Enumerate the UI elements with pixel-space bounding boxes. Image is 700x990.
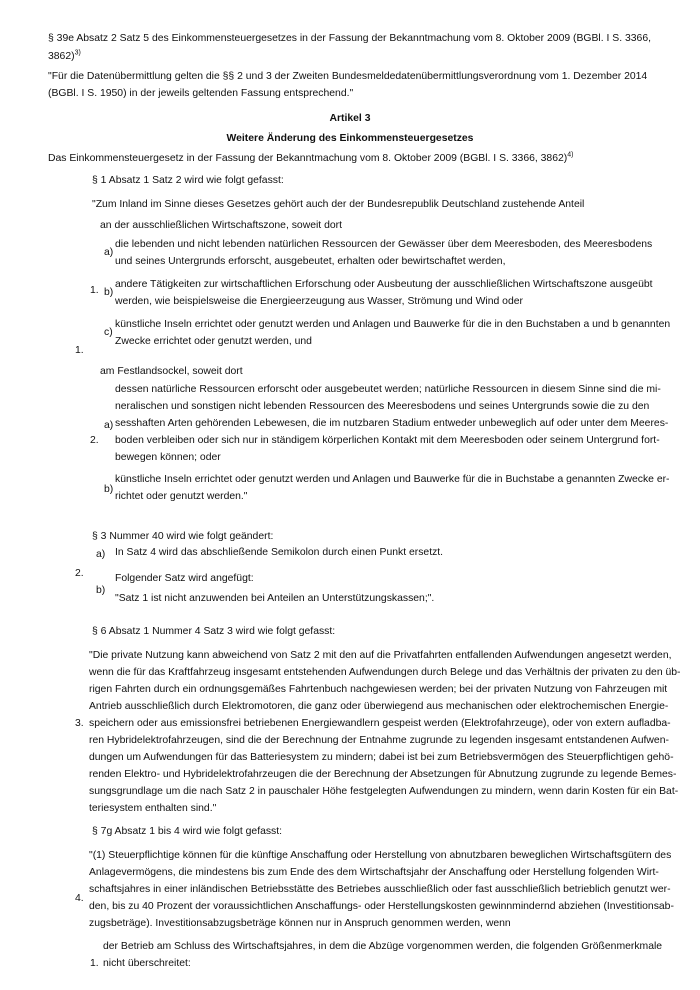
item2-heading: § 3 Nummer 40 wird wie folgt geändert:: [92, 531, 274, 542]
item2-number: 2.: [75, 568, 84, 579]
article-subtitle: Weitere Änderung des Einkommensteuergesetzes: [226, 133, 474, 144]
item1-sub2-b-marker: b): [104, 484, 114, 495]
item2-b-marker: b): [96, 585, 106, 596]
item2-b-line1: Folgender Satz wird angefügt:: [115, 573, 254, 584]
item3-number: 3.: [75, 718, 84, 729]
item3-line: ren Hybridelektrofahrzeugen, sind die der Berechnung der Entnahme zugrunde zu legenden insgesamt entstandenen Aufwen-: [89, 735, 669, 746]
item3-line: wenn die für das Kraftfahrzeug insgesamt entstehenden Aufwendungen durch Belege und das Verhältnis der privaten zu den üb-: [89, 667, 681, 678]
item1-sub1-c-marker: c): [104, 327, 113, 338]
item1-sub1-a-line2: und seines Untergrunds erforscht, ausgebeutet, erhalten oder bewirtschaftet werden,: [115, 256, 506, 267]
item3-line: dungen um Aufwendungen für das Batteriesystem zu mindern; dabei ist bei zum Betriebsvermögen des Steuerpflichtigen gehö-: [89, 752, 674, 763]
item4-line: Anlagevermögens, die mindestens bis zum Ende des dem Wirtschaftsjahr der Anschaffung oder Herstellung folgenden Wirt-: [89, 867, 659, 878]
intro-quote-2: (BGBl. I S. 1950) in der jeweils geltenden Fassung entsprechend.": [48, 88, 354, 99]
item1-sub2-a-line2: neralischen und sonstigen nicht lebenden Ressourcen des Meeresbodens und seines Untergrunds sowie die zu den: [115, 401, 650, 412]
item3-line: Antrieb ausschließlich durch Elektromotoren, die ganz oder überwiegend aus mechanischen oder elektrochemischen Energie-: [89, 701, 669, 712]
footnote-ref: 4): [567, 151, 574, 159]
item1-sub2-b-line2: richtet oder genutzt werden.": [115, 491, 248, 502]
item1-sub2-a-line4: boden verbleiben oder sich nur in ständigem körperlichen Kontakt mit dem Meeresboden oder seinem Untergrund fort-: [115, 435, 660, 446]
item4-line: "(1) Steuerpflichtige können für die künftige Anschaffung oder Herstellung von abnutzbaren beweglichen Wirtschaftsgütern des: [89, 850, 672, 861]
item2-b-line2: "Satz 1 ist nicht anzuwenden bei Anteilen an Unterstützungskassen;".: [115, 593, 435, 604]
item3-line: "Die private Nutzung kann abweichend von Satz 2 mit den auf die Privatfahrten entfallenden Aufwendungen angesetzt werden,: [89, 650, 672, 661]
footnote-ref: 3): [74, 49, 81, 57]
item4-line: schaftsjahres in einer inländischen Betriebsstätte des Betriebes ausschließlich oder fast ausschließlich betrieblich genutzt wer-: [89, 884, 671, 895]
item1-sub1-a-marker: a): [104, 247, 114, 258]
intro-quote-1: "Für die Datenübermittlung gelten die §§ 2 und 3 der Zweiten Bundesmeldedatenübermittlungsverordnung vom 1. Dezember 2014: [48, 71, 648, 82]
item1-heading: § 1 Absatz 1 Satz 2 wird wie folgt gefasst:: [92, 175, 284, 186]
item1-quote: "Zum Inland im Sinne dieses Gesetzes gehört auch der der Bundesrepublik Deutschland zustehende Anteil: [92, 199, 585, 210]
item1-sub2-a-line5: bewegen können; oder: [115, 452, 221, 463]
item3-line: speichern oder aus emissionsfrei betriebenen Energiewandlern gespeist werden (Elektrofahrzeuge), oder von extern aufladba-: [89, 718, 671, 729]
item4-sub1-line1: der Betrieb am Schluss des Wirtschaftsjahres, in dem die Abzüge vorgenommen werden, die folgenden Größenmerkmale: [103, 941, 663, 952]
item3-line: sungsgrundlage um die nach Satz 2 in pauschaler Höhe festgelegten Aufwendungen zu mindern, wenn darin Kosten für ein Bat-: [89, 786, 679, 797]
item4-sub1-number: 1.: [90, 958, 99, 969]
item3-line: rigen Fahrten durch ein ordnungsgemäßes Fahrtenbuch nachgewiesen werden; bei der privaten Nutzung von Fahrzeugen mit: [89, 684, 668, 695]
item1-number: 1.: [75, 345, 84, 356]
item3-line: renden Elektro- und Hybridelektrofahrzeugen die der Berechnung der Absetzungen für Abnutzung zugrunde zu legende Bemes-: [89, 769, 677, 780]
item1-sub2-heading: am Festlandsockel, soweit dort: [100, 366, 243, 377]
item1-sub2-a-marker: a): [104, 420, 114, 431]
article-title: Artikel 3: [329, 113, 371, 124]
item1-sub1-c-line1: künstliche Inseln errichtet oder genutzt werden und Anlagen und Bauwerke für die in den Buchstaben a und b genannten: [115, 319, 671, 330]
item4-line: den, bis zu 40 Prozent der voraussichtlichen Anschaffungs- oder Herstellungskosten gewinnmindernd abziehen (Investitionsab-: [89, 901, 674, 912]
item1-sub2-a-line1: dessen natürliche Ressourcen erforscht oder ausgebeutet werden; natürliche Ressourcen in diesem Sinne sind die mi-: [115, 384, 661, 395]
item4-number: 4.: [75, 893, 84, 904]
intro-line-2: 3862)$^{3)}$: [48, 49, 81, 62]
item1-sub1-number: 1.: [90, 285, 99, 296]
article-lead: Das Einkommensteuergesetz in der Fassung der Bekanntmachung vom 8. Oktober 2009 (BGBl. I S. 3366, 3862)$^{4)}$: [48, 151, 574, 164]
item1-sub1-b-marker: b): [104, 287, 114, 298]
item1-sub1-heading: an der ausschließlichen Wirtschaftszone, soweit dort: [100, 220, 342, 231]
item1-sub2-number: 2.: [90, 435, 99, 446]
item2-a-text: In Satz 4 wird das abschließende Semikolon durch einen Punkt ersetzt.: [115, 547, 444, 558]
item1-sub1-b-line1: andere Tätigkeiten zur wirtschaftlichen Erforschung oder Ausbeutung der ausschließlichen Wirtschaftszone ausgeübt: [115, 279, 653, 290]
item1-sub1-b-line2: werden, wie beispielsweise die Energieerzeugung aus Wasser, Strömung und Wind oder: [115, 296, 523, 307]
item4-line: zugsbeträge). Investitionsabzugsbeträge können nur in Anspruch genommen werden, wenn: [89, 918, 511, 929]
item4-sub1-line2: nicht überschreitet:: [103, 958, 191, 969]
intro-line-1: § 39e Absatz 2 Satz 5 des Einkommensteuergesetzes in der Fassung der Bekanntmachung vom 8. Oktober 2009 (BGBl. I S. 3366,: [48, 33, 651, 44]
item1-sub1-a-line1: die lebenden und nicht lebenden natürlichen Ressourcen der Gewässer über dem Meeresboden, des Meeresbodens: [115, 239, 653, 250]
item3-heading: § 6 Absatz 1 Nummer 4 Satz 3 wird wie folgt gefasst:: [92, 626, 336, 637]
item1-sub2-b-line1: künstliche Inseln errichtet oder genutzt werden und Anlagen und Bauwerke für die in Buchstabe a genannten Zwecke er-: [115, 474, 670, 485]
item4-heading: § 7g Absatz 1 bis 4 wird wie folgt gefasst:: [92, 826, 283, 837]
item1-sub2-a-line3: sesshaften Arten gehörenden Lebewesen, die im nutzbaren Stadium entweder unbeweglich auf oder unter dem Meeres-: [115, 418, 669, 429]
item2-a-marker: a): [96, 549, 106, 560]
item3-line: teriesystem enthalten sind.": [89, 803, 217, 814]
item1-sub1-c-line2: Zwecke errichtet oder genutzt werden, und: [115, 336, 312, 347]
